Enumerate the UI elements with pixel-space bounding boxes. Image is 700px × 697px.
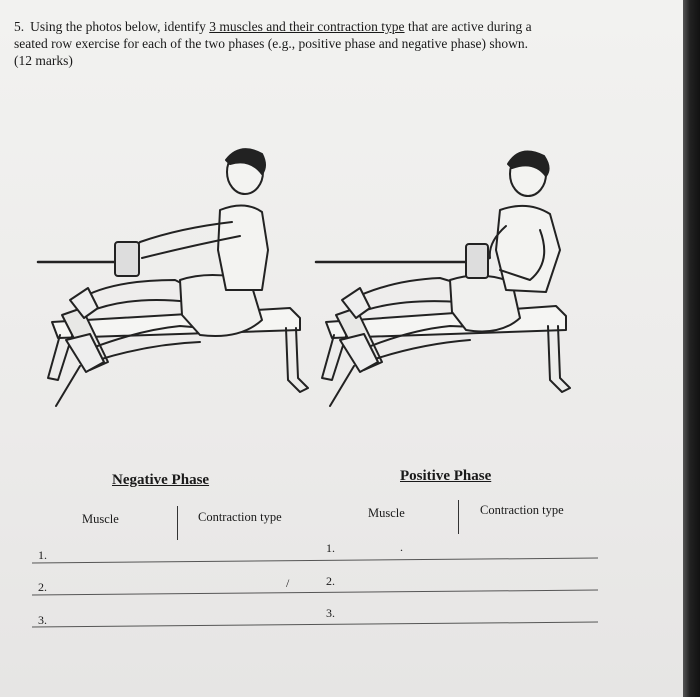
negative-contraction-header: Contraction type	[198, 510, 282, 524]
stray-slash-mark: /	[286, 576, 290, 590]
question-line-1-end: that are active during a	[404, 19, 532, 34]
seated-row-illustration	[0, 130, 683, 420]
question-text	[14, 18, 634, 69]
negative-row-1-number: 1.	[38, 548, 47, 562]
answer-line-3	[32, 622, 598, 628]
negative-phase-title: Negative Phase	[112, 472, 210, 488]
question-line-2: seated row exercise for each of the two phases (e.g., positive phase and negative phase) shown.	[14, 36, 528, 51]
positive-row-1-number: 1.	[326, 541, 335, 555]
negative-row-3-number: 3.	[38, 613, 47, 627]
positive-phase-title: Positive Phase	[400, 468, 492, 484]
question-number: 5.	[14, 19, 25, 34]
stray-mark: .	[400, 540, 403, 554]
page-edge-shadow	[683, 0, 700, 697]
answer-line-1	[32, 558, 598, 564]
answer-line-2	[32, 590, 598, 596]
positive-contraction-header: Contraction type	[480, 503, 564, 517]
seated-row-contracted-figure	[316, 152, 570, 407]
seated-row-extended-figure	[38, 149, 308, 406]
question-line-1	[14, 18, 634, 35]
negative-column-divider	[177, 506, 178, 540]
negative-muscle-header: Muscle	[82, 512, 119, 526]
positive-muscle-header: Muscle	[368, 506, 405, 520]
positive-column-divider	[458, 500, 459, 534]
positive-row-3-number: 3.	[326, 606, 335, 620]
question-line-1-start: Using the photos below, identify	[30, 19, 210, 34]
question-underlined-phrase: 3 muscles and their contraction type	[209, 19, 405, 34]
question-marks: (12 marks)	[14, 53, 73, 68]
negative-row-2-number: 2.	[38, 580, 47, 594]
positive-row-2-number: 2.	[326, 574, 335, 588]
